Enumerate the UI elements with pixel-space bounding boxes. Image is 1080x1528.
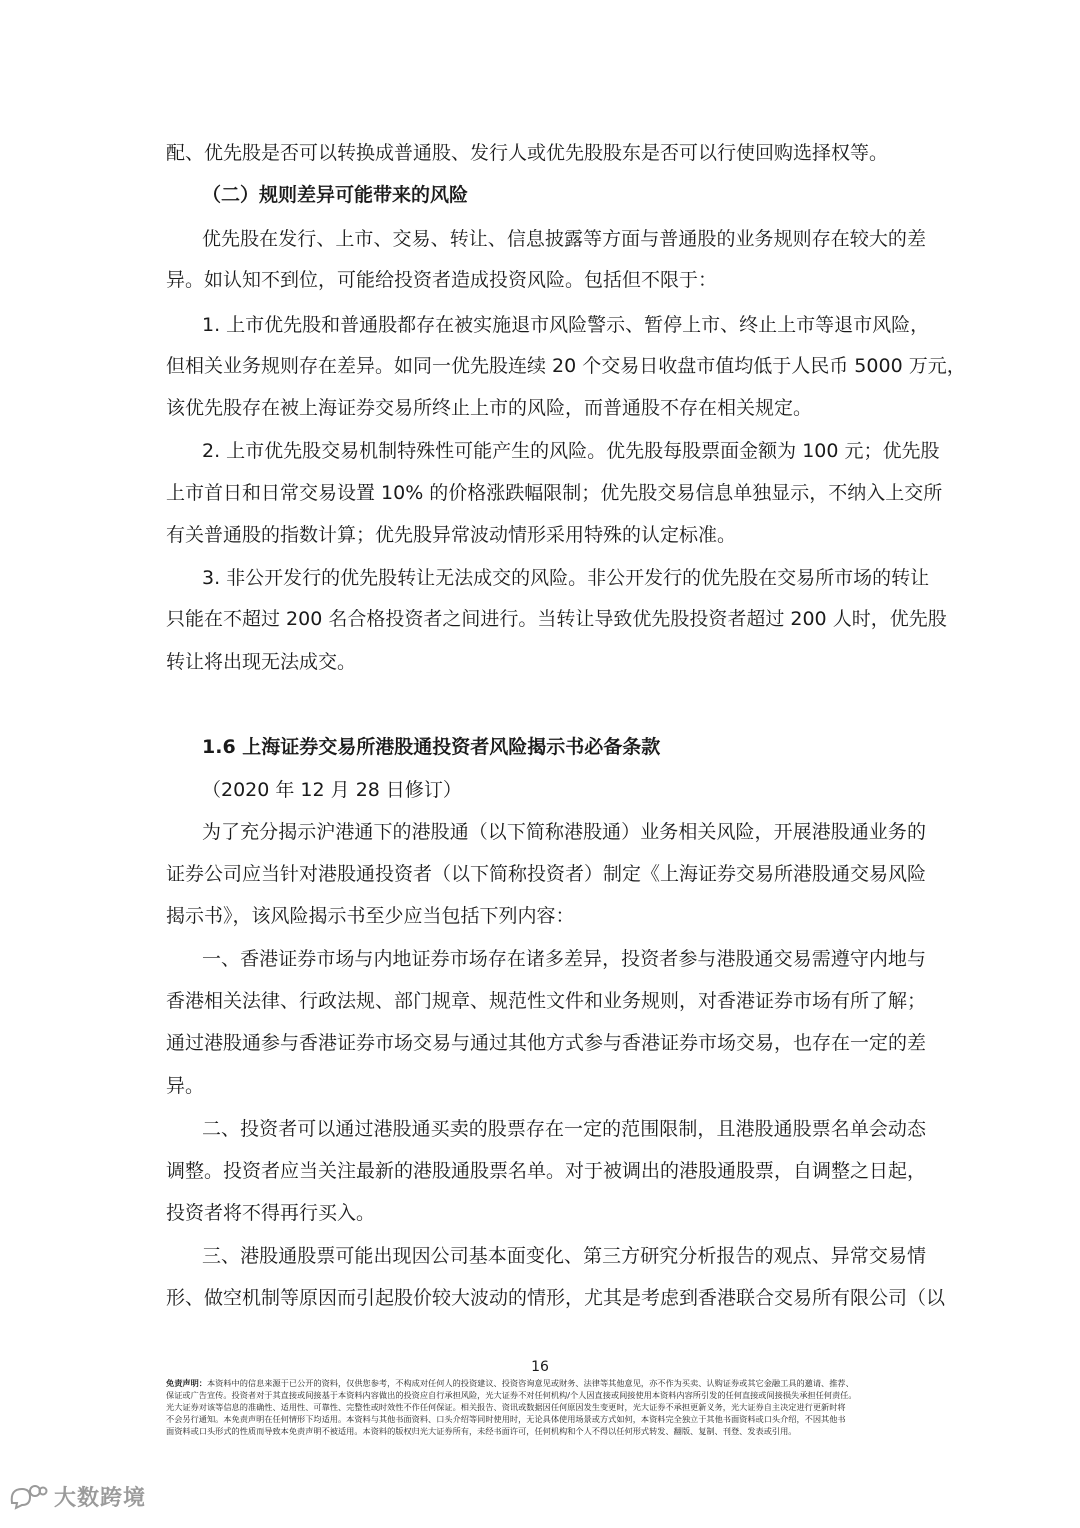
paragraph-line: 证券公司应当针对港股通投资者（以下简称投资者）制定《上海证券交易所港股通交易风险 [166, 863, 927, 885]
brand-logo-icon [8, 1481, 48, 1511]
disclaimer-line-1 [166, 1377, 918, 1389]
paragraph-line: 形、做空机制等原因而引起股价较大波动的情形，尤其是考虑到香港联合交易所有限公司（以 [166, 1287, 946, 1309]
paragraph-line: 1. 上市优先股和普通股都存在被实施退市风险警示、暂停上市、终止上市等退市风险， [202, 314, 930, 336]
paragraph-line: 一、香港证券市场与内地证券市场存在诸多差异，投资者参与港股通交易需遵守内地与 [202, 948, 926, 970]
paragraph-line: 但相关业务规则存在差异。如同一优先股连续 20 个交易日收盘市值均低于人民币 5000 万元， [166, 355, 966, 377]
paragraph-line: 配、优先股是否可以转换成普通股、发行人或优先股股东是否可以行使回购选择权等。 [166, 142, 889, 164]
paragraph-line: 转让将出现无法成交。 [166, 651, 357, 673]
paragraph-line: 有关普通股的指数计算；优先股异常波动情形采用特殊的认定标准。 [166, 524, 737, 546]
paragraph-line: 揭示书》，该风险揭示书至少应当包括下列内容： [166, 905, 575, 927]
paragraph-line: 香港相关法律、行政法规、部门规章、规范性文件和业务规则，对香港证券市场有所了解； [166, 990, 927, 1012]
paragraph-line: 二、投资者可以通过港股通买卖的股票存在一定的范围限制，且港股通股票名单会动态 [202, 1118, 926, 1140]
paragraph-line: 异。 [166, 1075, 205, 1097]
paragraph-line: 为了充分揭示沪港通下的港股通（以下简称港股通）业务相关风险，开展港股通业务的 [202, 821, 926, 843]
watermark-text: 大数跨境 [54, 1485, 147, 1511]
disclaimer-text: 不会另行通知。本免责声明在任何情形下均适用。本资料与其他书面资料、口头介绍等同时使用时，无论具体使用场景或方式如何，本资料完全独立于其他书面资料或口头介绍，不因其他书 [166, 1414, 846, 1424]
disclaimer-text: 光大证券对该等信息的准确性、适用性、可靠性、完整性或时效性不作任何保证。相关报告、资讯或数据因任何原因发生变更时，光大证券不承担更新义务，光大证券自主决定进行更新时将 [166, 1402, 846, 1412]
disclaimer [166, 1377, 918, 1437]
disclaimer-text: 本资料中的信息来源于已公开的资料，仅供您参考，不构成对任何人的投资建议、投资咨询意见或财务、法律等其他意见，亦不作为买卖、认购证券或其它金融工具的邀请、推荐、 [206, 1378, 854, 1388]
paragraph-line: 2. 上市优先股交易机制特殊性可能产生的风险。优先股每股票面金额为 100 元；优先股 [202, 440, 940, 462]
section-title: 1.6 上海证券交易所港股通投资者风险揭示书必备条款 [202, 736, 661, 758]
paragraph-line: 调整。投资者应当关注最新的港股通股票名单。对于被调出的港股通股票，自调整之日起， [166, 1160, 927, 1182]
paragraph-line: 三、港股通股票可能出现因公司基本面变化、第三方研究分析报告的观点、异常交易情 [202, 1245, 926, 1267]
revision-date: （2020 年 12 月 28 日修订） [202, 779, 462, 801]
paragraph-line: 3. 非公开发行的优先股转让无法成交的风险。非公开发行的优先股在交易所市场的转让 [202, 567, 930, 589]
page-number: 16 [531, 1359, 549, 1375]
paragraph-line: 该优先股存在被上海证券交易所终止上市的风险，而普通股不存在相关规定。 [166, 397, 813, 419]
disclaimer-text: 面资料或口头形式的性质而导致本免责声明不被适用。本资料的版权归光大证券所有，未经书面许可，任何机构和个人不得以任何形式转发、翻版、复制、刊登、发表或引用。 [166, 1426, 797, 1436]
paragraph-line: 优先股在发行、上市、交易、转让、信息披露等方面与普通股的业务规则存在较大的差 [202, 228, 926, 250]
section-heading: （二）规则差异可能带来的风险 [202, 184, 469, 206]
paragraph-line: 通过港股通参与香港证券市场交易与通过其他方式参与香港证券市场交易，也存在一定的差 [166, 1032, 927, 1054]
watermark [8, 1476, 146, 1516]
disclaimer-label: 免责声明： [166, 1378, 207, 1388]
paragraph-line: 异。如认知不到位，可能给投资者造成投资风险。包括但不限于： [166, 269, 718, 291]
paragraph-line: 只能在不超过 200 名合格投资者之间进行。当转让导致优先股投资者超过 200 人时，优先股 [166, 608, 947, 630]
paragraph-line: 上市首日和日常交易设置 10% 的价格涨跌幅限制；优先股交易信息单独显示，不纳入上交所 [166, 482, 943, 504]
disclaimer-text: 保证或广告宣传。投资者对于其直接或间接基于本资料内容做出的投资应自行承担风险，光大证券不对任何机构/个人因直接或间接使用本资料内容所引发的任何直接或间接损失承担任何责任。 [166, 1390, 857, 1400]
paragraph-line: 投资者将不得再行买入。 [166, 1202, 376, 1224]
